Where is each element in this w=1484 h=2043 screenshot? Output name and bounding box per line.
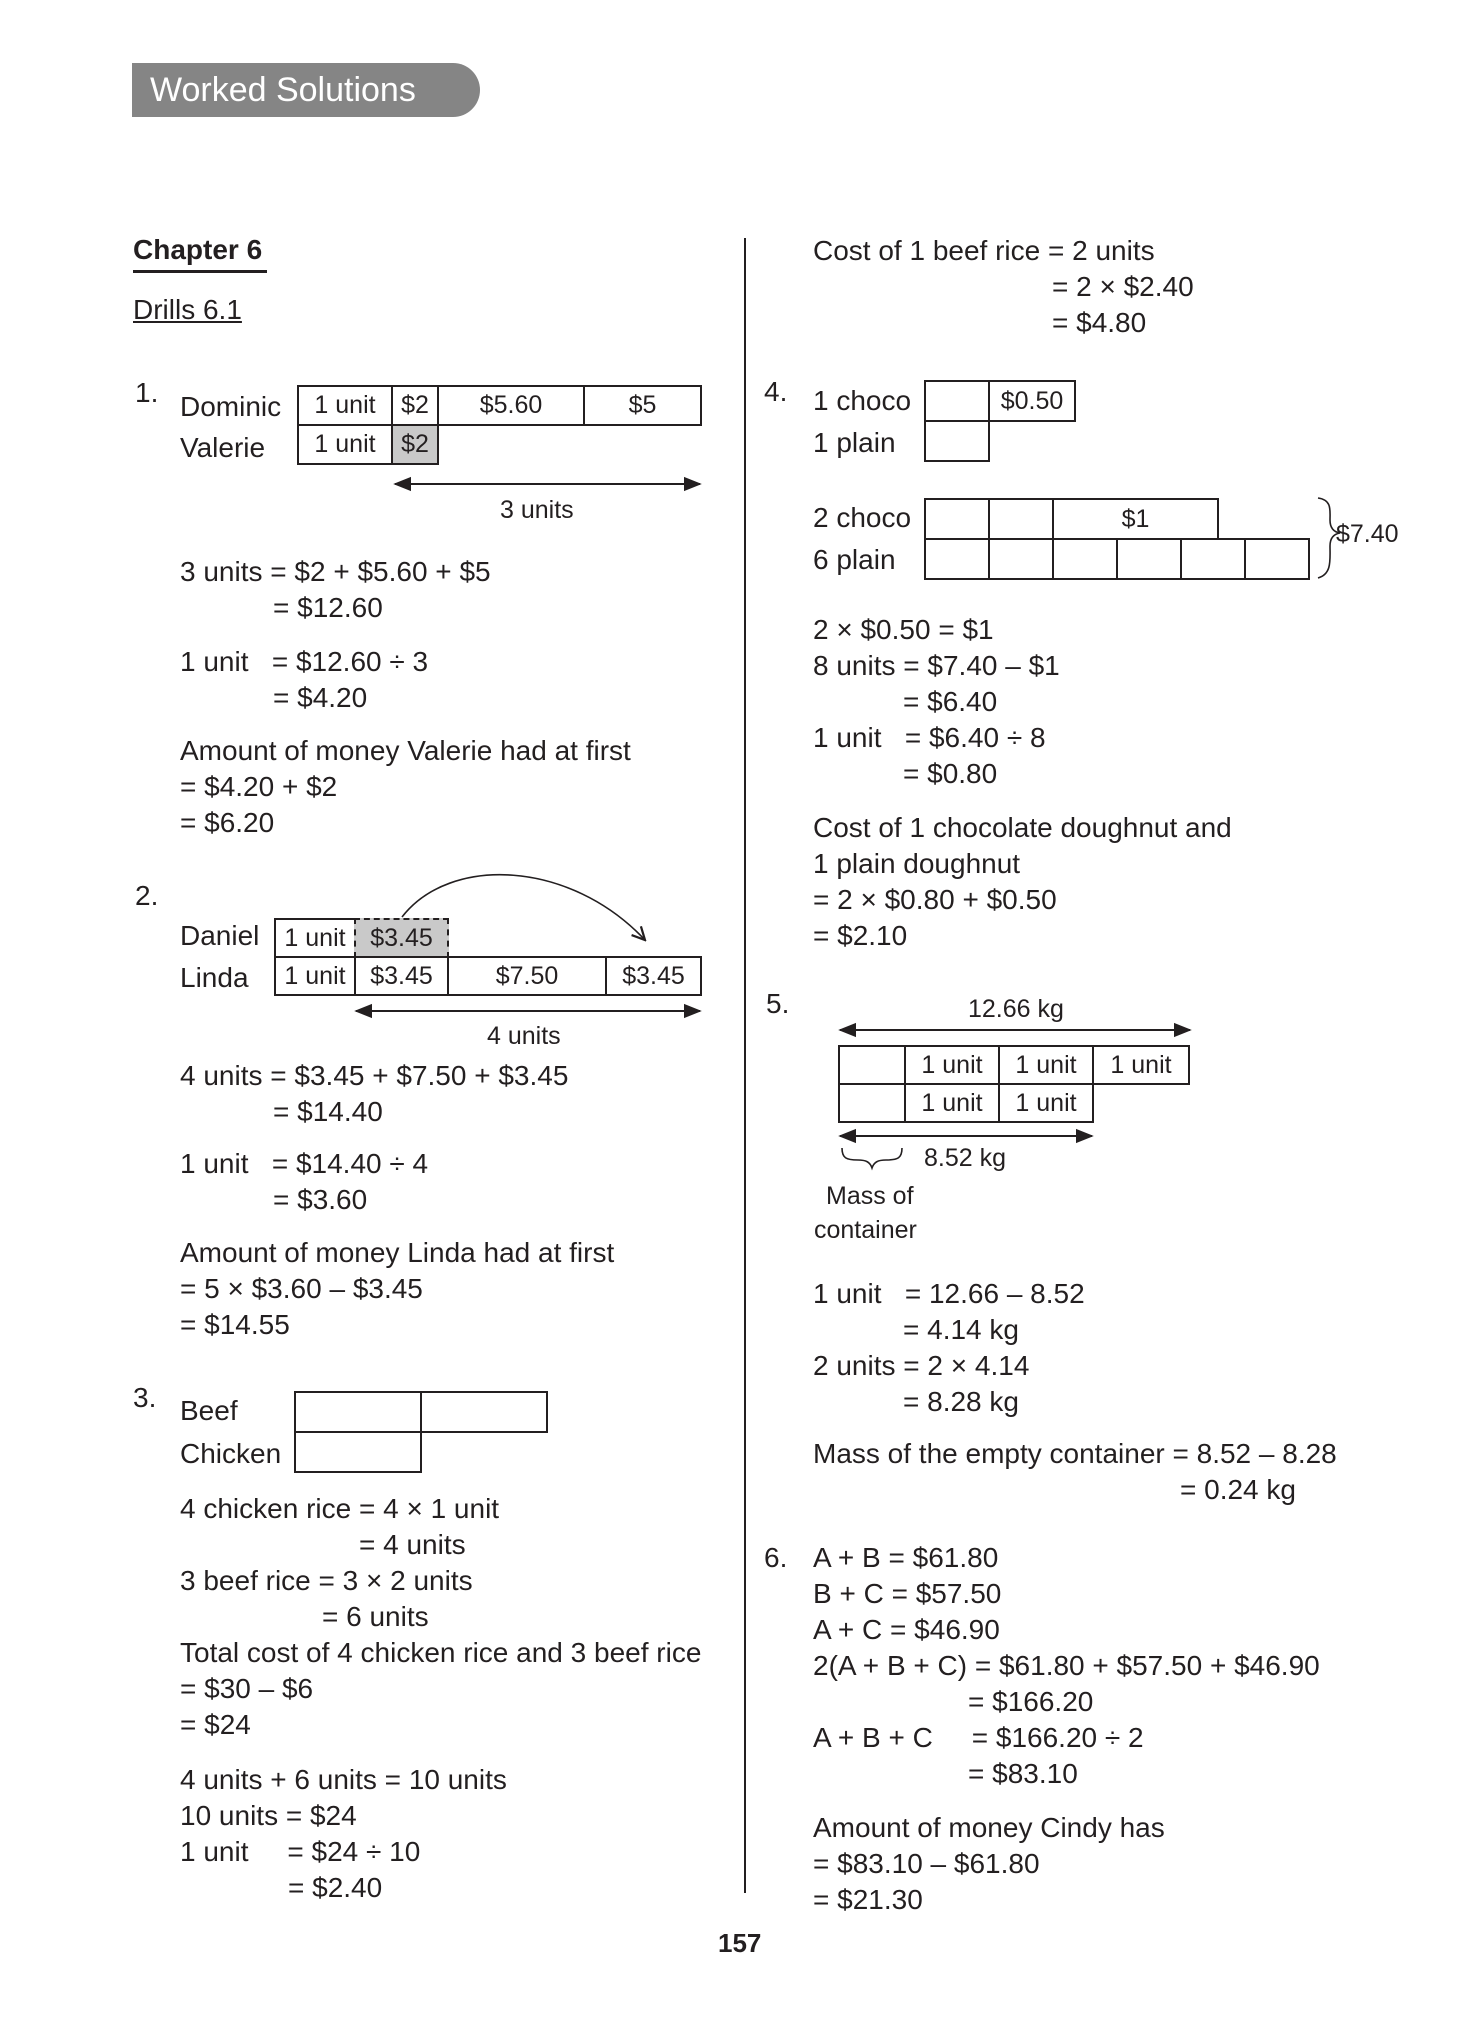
q2-linda-345: $3.45 — [354, 956, 449, 996]
q2-label-linda: Linda — [180, 962, 249, 993]
q6-line: Amount of money Cindy has — [813, 1812, 1165, 1843]
q4-line: = $2.10 — [813, 920, 908, 951]
q4-line: 1 unit = $6.40 ÷ 8 — [813, 722, 1046, 753]
q1-line: = $6.20 — [180, 807, 275, 838]
q6-line: = $21.30 — [813, 1884, 923, 1915]
q3-line: = $24 — [180, 1709, 251, 1740]
q2-line: = $3.60 — [273, 1184, 368, 1215]
q1-line: = $4.20 — [273, 682, 368, 713]
q2-line: 1 unit = $14.40 ÷ 4 — [180, 1148, 429, 1179]
q3-label-beef: Beef — [180, 1395, 238, 1426]
q3-line: = $2.40 — [288, 1872, 383, 1903]
q6-line: A + B + C = $166.20 ÷ 2 — [813, 1722, 1144, 1753]
q3-label-chicken: Chicken — [180, 1438, 282, 1469]
q1-span-label: 3 units — [500, 496, 574, 524]
q4-2choco-1: $1 — [1052, 498, 1219, 540]
q1-number: 1. — [135, 377, 159, 408]
q4-label-1choco: 1 choco — [813, 385, 912, 416]
q2-span-label: 4 units — [487, 1022, 561, 1050]
q1-label-dominic: Dominic — [180, 391, 282, 422]
q2-daniel-unit: 1 unit — [274, 918, 356, 958]
q5-top-span: 12.66 kg — [968, 995, 1064, 1023]
q3-number: 3. — [133, 1382, 157, 1413]
q5-line: = 8.28 kg — [903, 1386, 1019, 1417]
q1-label-valerie: Valerie — [180, 432, 266, 463]
q6-line: = $83.10 – $61.80 — [813, 1848, 1040, 1879]
q3-cont-line: Cost of 1 beef rice = 2 units — [813, 235, 1155, 266]
q5-unit-box: 1 unit — [1092, 1045, 1190, 1085]
q5-bottom-span: 8.52 kg — [924, 1144, 1007, 1172]
q4-choco-050: $0.50 — [988, 380, 1076, 422]
q1-valerie-2: $2 — [391, 424, 439, 465]
q4-line: 2 × $0.50 = $1 — [813, 614, 994, 645]
q4-label-2choco: 2 choco — [813, 502, 912, 533]
q4-brace-total: $7.40 — [1336, 520, 1399, 548]
q4-label-1plain: 1 plain — [813, 427, 896, 458]
q2-line: = $14.55 — [180, 1309, 290, 1340]
q3-line: = 6 units — [322, 1601, 429, 1632]
q2-linda-750: $7.50 — [447, 956, 607, 996]
q5-unit-box: 1 unit — [998, 1083, 1094, 1123]
q3-line: 4 units + 6 units = 10 units — [180, 1764, 507, 1795]
q3-line: 10 units = $24 — [180, 1800, 357, 1831]
q4-line: = $6.40 — [903, 686, 998, 717]
q5-unit-box: 1 unit — [904, 1045, 1000, 1085]
q5-unit-box: 1 unit — [998, 1045, 1094, 1085]
q4-line: = 2 × $0.80 + $0.50 — [813, 884, 1057, 915]
q5-line: 1 unit = 12.66 – 8.52 — [813, 1278, 1085, 1309]
q2-linda-unit: 1 unit — [274, 956, 356, 996]
q3-line: Total cost of 4 chicken rice and 3 beef rice — [180, 1637, 702, 1668]
q2-transfer-arrow — [402, 875, 645, 940]
page-number: 157 — [718, 1928, 762, 1958]
q4-line: = $0.80 — [903, 758, 998, 789]
q6-line: A + C = $46.90 — [813, 1614, 1000, 1645]
q1-dominic-2: $2 — [391, 385, 439, 426]
drill-title: Drills 6.1 — [133, 294, 242, 325]
q5-container-label: Mass of — [826, 1182, 914, 1210]
q6-line: B + C = $57.50 — [813, 1578, 1002, 1609]
q1-line: = $12.60 — [273, 592, 383, 623]
q3-line: 4 chicken rice = 4 × 1 unit — [180, 1493, 500, 1524]
q1-dominic-560: $5.60 — [437, 385, 585, 426]
q5-container-label: container — [814, 1216, 917, 1244]
q2-number: 2. — [135, 880, 159, 911]
worked-solutions-banner: Worked Solutions — [132, 63, 480, 117]
q5-line: = 0.24 kg — [1180, 1474, 1296, 1505]
q1-dominic-5: $5 — [583, 385, 702, 426]
q5-container-brace — [842, 1148, 902, 1168]
q4-line: 1 plain doughnut — [813, 848, 1021, 879]
q5-number: 5. — [766, 988, 790, 1019]
q3-line: 1 unit = $24 ÷ 10 — [180, 1836, 421, 1867]
q4-line: Cost of 1 chocolate doughnut and — [813, 812, 1232, 843]
q2-line: Amount of money Linda had at first — [180, 1237, 615, 1268]
q4-line: 8 units = $7.40 – $1 — [813, 650, 1060, 681]
q6-line: 2(A + B + C) = $61.80 + $57.50 + $46.90 — [813, 1650, 1320, 1681]
q1-line: 1 unit = $12.60 ÷ 3 — [180, 646, 429, 677]
q5-line: Mass of the empty container = 8.52 – 8.28 — [813, 1438, 1337, 1469]
q3-line: 3 beef rice = 3 × 2 units — [180, 1565, 473, 1596]
q5-line: 2 units = 2 × 4.14 — [813, 1350, 1030, 1381]
q2-daniel-345: $3.45 — [354, 918, 449, 958]
q3-cont-line: = 2 × $2.40 — [1052, 271, 1194, 302]
q6-line: = $83.10 — [968, 1758, 1078, 1789]
q3-cont-line: = $4.80 — [1052, 307, 1147, 338]
q1-dominic-unit: 1 unit — [297, 385, 393, 426]
chapter-title: Chapter 6 — [133, 234, 263, 265]
q2-linda-345b: $3.45 — [605, 956, 702, 996]
q1-line: Amount of money Valerie had at first — [180, 735, 631, 766]
q3-line: = $30 – $6 — [180, 1673, 314, 1704]
q6-line: A + B = $61.80 — [813, 1542, 999, 1573]
q1-valerie-unit: 1 unit — [297, 424, 393, 465]
q1-line: 3 units = $2 + $5.60 + $5 — [180, 556, 491, 587]
q2-label-daniel: Daniel — [180, 920, 260, 951]
q4-label-6plain: 6 plain — [813, 544, 896, 575]
q2-line: 4 units = $3.45 + $7.50 + $3.45 — [180, 1060, 569, 1091]
q4-number: 4. — [764, 376, 788, 407]
q1-line: = $4.20 + $2 — [180, 771, 338, 802]
q6-line: = $166.20 — [968, 1686, 1094, 1717]
q4-brace — [1318, 498, 1340, 578]
q5-line: = 4.14 kg — [903, 1314, 1019, 1345]
q2-line: = 5 × $3.60 – $3.45 — [180, 1273, 423, 1304]
q6-number: 6. — [764, 1542, 788, 1573]
q5-unit-box: 1 unit — [904, 1083, 1000, 1123]
q2-line: = $14.40 — [273, 1096, 383, 1127]
q3-line: = 4 units — [359, 1529, 466, 1560]
